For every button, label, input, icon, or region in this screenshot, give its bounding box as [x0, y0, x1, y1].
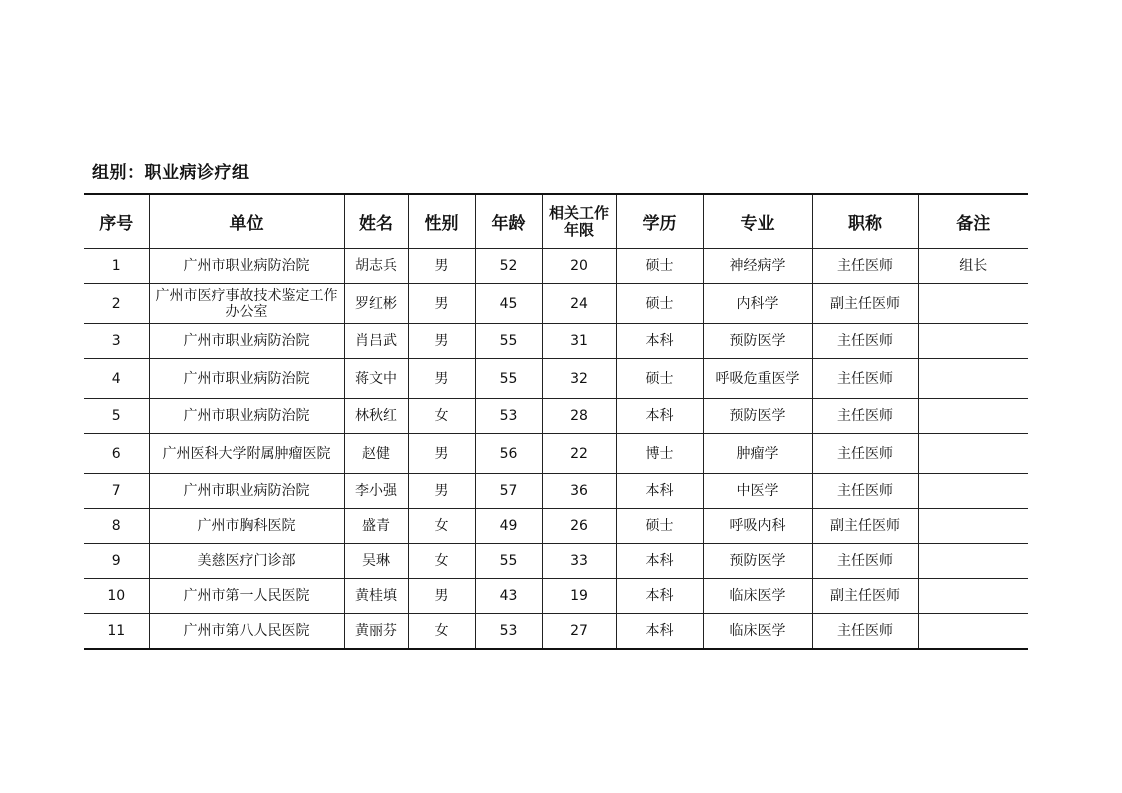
cell-degree: 博士 [616, 434, 703, 474]
cell-major: 预防医学 [703, 399, 812, 434]
cell-no: 7 [84, 474, 149, 509]
table-row [84, 324, 1028, 359]
cell-title: 副主任医师 [812, 579, 918, 614]
cell-unit: 广州市职业病防治院 [149, 249, 344, 284]
cell-degree: 本科 [616, 614, 703, 650]
cell-gender: 男 [408, 579, 475, 614]
cell-major: 呼吸内科 [703, 509, 812, 544]
cell-title: 主任医师 [812, 614, 918, 650]
cell-age: 57 [475, 474, 542, 509]
cell-unit: 广州市胸科医院 [149, 509, 344, 544]
cell-years: 28 [542, 399, 616, 434]
cell-title: 主任医师 [812, 324, 918, 359]
cell-no: 8 [84, 509, 149, 544]
cell-note [918, 614, 1028, 650]
cell-gender: 男 [408, 284, 475, 324]
cell-age: 55 [475, 544, 542, 579]
expert-roster-table [84, 193, 1028, 650]
column-header-name: 姓名 [344, 194, 408, 249]
cell-major: 神经病学 [703, 249, 812, 284]
cell-no: 2 [84, 284, 149, 324]
cell-major: 预防医学 [703, 324, 812, 359]
cell-name: 黄桂填 [344, 579, 408, 614]
cell-unit: 广州市第八人民医院 [149, 614, 344, 650]
cell-degree: 本科 [616, 324, 703, 359]
cell-title: 副主任医师 [812, 284, 918, 324]
cell-major: 临床医学 [703, 614, 812, 650]
cell-age: 43 [475, 579, 542, 614]
column-header-no: 序号 [84, 194, 149, 249]
cell-title: 主任医师 [812, 249, 918, 284]
cell-major: 呼吸危重医学 [703, 359, 812, 399]
cell-name: 胡志兵 [344, 249, 408, 284]
cell-name: 赵健 [344, 434, 408, 474]
cell-unit: 美慈医疗门诊部 [149, 544, 344, 579]
cell-title: 主任医师 [812, 474, 918, 509]
cell-unit: 广州市职业病防治院 [149, 359, 344, 399]
cell-no: 9 [84, 544, 149, 579]
cell-note [918, 359, 1028, 399]
cell-degree: 硕士 [616, 284, 703, 324]
cell-years: 19 [542, 579, 616, 614]
cell-gender: 男 [408, 434, 475, 474]
cell-title: 主任医师 [812, 434, 918, 474]
cell-degree: 本科 [616, 474, 703, 509]
cell-no: 11 [84, 614, 149, 650]
cell-title: 主任医师 [812, 544, 918, 579]
cell-no: 1 [84, 249, 149, 284]
cell-unit: 广州市第一人民医院 [149, 579, 344, 614]
cell-gender: 女 [408, 399, 475, 434]
cell-title: 主任医师 [812, 359, 918, 399]
cell-name: 肖吕武 [344, 324, 408, 359]
cell-name: 黄丽芬 [344, 614, 408, 650]
cell-note [918, 544, 1028, 579]
cell-major: 肿瘤学 [703, 434, 812, 474]
cell-name: 盛青 [344, 509, 408, 544]
table-row [84, 249, 1028, 284]
cell-name: 蒋文中 [344, 359, 408, 399]
table-row [84, 434, 1028, 474]
table-row [84, 544, 1028, 579]
cell-note [918, 324, 1028, 359]
cell-name: 林秋红 [344, 399, 408, 434]
cell-age: 49 [475, 509, 542, 544]
cell-age: 52 [475, 249, 542, 284]
cell-major: 预防医学 [703, 544, 812, 579]
cell-degree: 硕士 [616, 359, 703, 399]
cell-gender: 男 [408, 359, 475, 399]
column-header-gender: 性别 [408, 194, 475, 249]
cell-name: 李小强 [344, 474, 408, 509]
table-row [84, 284, 1028, 324]
cell-degree: 本科 [616, 544, 703, 579]
cell-gender: 女 [408, 614, 475, 650]
cell-age: 56 [475, 434, 542, 474]
cell-note [918, 284, 1028, 324]
cell-age: 55 [475, 324, 542, 359]
cell-no: 6 [84, 434, 149, 474]
cell-unit: 广州市职业病防治院 [149, 399, 344, 434]
table-row [84, 614, 1028, 650]
cell-no: 3 [84, 324, 149, 359]
cell-years: 24 [542, 284, 616, 324]
cell-age: 55 [475, 359, 542, 399]
cell-note [918, 399, 1028, 434]
cell-note [918, 509, 1028, 544]
group-title: 组别：职业病诊疗组 [92, 163, 250, 183]
cell-age: 53 [475, 399, 542, 434]
cell-age: 53 [475, 614, 542, 650]
cell-degree: 硕士 [616, 509, 703, 544]
cell-age: 45 [475, 284, 542, 324]
table-row [84, 399, 1028, 434]
cell-years: 36 [542, 474, 616, 509]
cell-note [918, 434, 1028, 474]
cell-years: 33 [542, 544, 616, 579]
cell-degree: 本科 [616, 399, 703, 434]
column-header-years: 相关工作年限 [542, 194, 616, 249]
table-row [84, 509, 1028, 544]
cell-gender: 男 [408, 249, 475, 284]
column-header-note: 备注 [918, 194, 1028, 249]
cell-years: 22 [542, 434, 616, 474]
cell-degree: 硕士 [616, 249, 703, 284]
cell-gender: 男 [408, 324, 475, 359]
column-header-degree: 学历 [616, 194, 703, 249]
table-row [84, 359, 1028, 399]
cell-years: 20 [542, 249, 616, 284]
cell-degree: 本科 [616, 579, 703, 614]
cell-note [918, 474, 1028, 509]
cell-note [918, 579, 1028, 614]
cell-gender: 女 [408, 544, 475, 579]
cell-gender: 女 [408, 509, 475, 544]
column-header-major: 专业 [703, 194, 812, 249]
cell-gender: 男 [408, 474, 475, 509]
column-header-unit: 单位 [149, 194, 344, 249]
table-row [84, 474, 1028, 509]
column-header-age: 年龄 [475, 194, 542, 249]
cell-years: 27 [542, 614, 616, 650]
cell-major: 临床医学 [703, 579, 812, 614]
cell-unit: 广州医科大学附属肿瘤医院 [149, 434, 344, 474]
cell-unit: 广州市职业病防治院 [149, 324, 344, 359]
cell-years: 32 [542, 359, 616, 399]
table-header-row [84, 194, 1028, 249]
cell-no: 4 [84, 359, 149, 399]
cell-title: 主任医师 [812, 399, 918, 434]
cell-unit: 广州市医疗事故技术鉴定工作办公室 [149, 284, 344, 324]
cell-major: 中医学 [703, 474, 812, 509]
cell-years: 31 [542, 324, 616, 359]
column-header-title: 职称 [812, 194, 918, 249]
cell-note: 组长 [918, 249, 1028, 284]
cell-major: 内科学 [703, 284, 812, 324]
cell-no: 5 [84, 399, 149, 434]
cell-title: 副主任医师 [812, 509, 918, 544]
cell-unit: 广州市职业病防治院 [149, 474, 344, 509]
cell-name: 罗红彬 [344, 284, 408, 324]
cell-no: 10 [84, 579, 149, 614]
table-row [84, 579, 1028, 614]
cell-name: 吴琳 [344, 544, 408, 579]
cell-years: 26 [542, 509, 616, 544]
